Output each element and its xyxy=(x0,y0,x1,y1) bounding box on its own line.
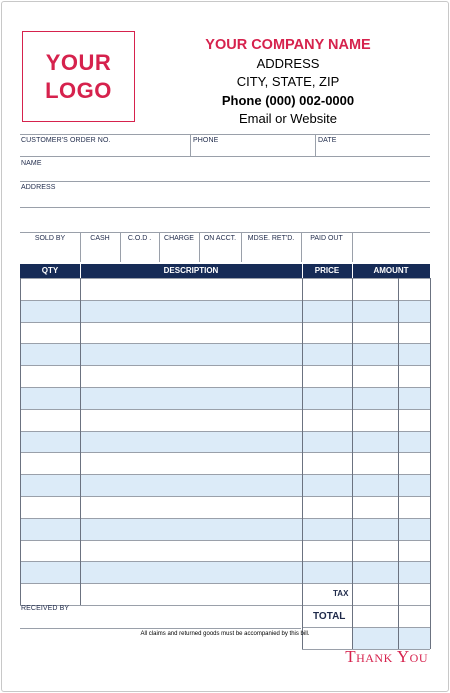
divider-v-phone xyxy=(190,134,191,156)
table-gridline xyxy=(20,518,430,519)
date-label: DATE xyxy=(318,137,337,144)
table-gridline xyxy=(20,387,430,388)
divider-top xyxy=(20,134,430,135)
company-address: ADDRESS xyxy=(256,56,320,71)
claims-note: All claims and returned goods must be accompanied by this bill. xyxy=(140,631,310,637)
sold-by-label: SOLD BY xyxy=(34,235,66,242)
company-phone: Phone (000) 002-0000 xyxy=(221,93,355,108)
qty-header: QTY xyxy=(41,266,59,275)
received-by-line xyxy=(20,628,301,629)
table-row xyxy=(20,452,430,474)
received-by-label: RECEIVED BY xyxy=(21,605,70,612)
table-gridline xyxy=(20,431,430,432)
table-gridline xyxy=(20,561,430,562)
table-column-line xyxy=(398,278,399,649)
total-label: TOTAL xyxy=(313,611,346,622)
table-column-line xyxy=(352,278,353,649)
table-gridline xyxy=(20,496,430,497)
table-row xyxy=(20,431,430,453)
company-city: CITY, STATE, ZIP xyxy=(236,74,340,89)
table-column-line xyxy=(430,278,431,649)
thank-you-text: Thank You xyxy=(345,647,428,666)
company-info xyxy=(150,35,426,128)
table-gridline xyxy=(20,583,430,584)
divider-payment-top xyxy=(20,232,430,233)
table-row xyxy=(20,496,430,518)
company-name: YOUR COMPANY NAME xyxy=(205,37,371,53)
divider-v-date xyxy=(315,134,316,156)
total-gridline xyxy=(302,627,430,628)
divider-name xyxy=(20,156,430,157)
paid-out-label: PAID OUT xyxy=(310,235,343,242)
table-gridline xyxy=(20,540,430,541)
name-label: NAME xyxy=(21,160,42,167)
amount-header: AMOUNT xyxy=(373,266,409,275)
table-column-line xyxy=(20,278,21,605)
table-row xyxy=(20,343,430,365)
table-column-line xyxy=(80,278,81,605)
tax-label: TAX xyxy=(333,589,349,598)
charge-label: CHARGE xyxy=(164,235,194,242)
description-header: DESCRIPTION xyxy=(163,266,219,275)
table-gridline xyxy=(20,605,430,606)
table-row xyxy=(20,365,430,387)
table-column-line xyxy=(302,278,303,649)
price-header: PRICE xyxy=(314,266,340,275)
table-row xyxy=(20,540,430,562)
tax-value-cell xyxy=(352,605,430,627)
cash-label: CASH xyxy=(90,235,110,242)
table-row xyxy=(20,278,430,300)
table-gridline xyxy=(20,452,430,453)
table-row xyxy=(20,474,430,496)
logo-line-2: LOGO xyxy=(45,77,112,103)
divider-address xyxy=(20,181,430,182)
table-row xyxy=(20,387,430,409)
divider-pay-7 xyxy=(352,232,353,262)
table-row xyxy=(20,583,430,605)
on-acct-label: ON ACCT. xyxy=(203,235,237,242)
logo-placeholder xyxy=(22,31,135,122)
table-gridline xyxy=(20,409,430,410)
divider-address-line xyxy=(20,207,430,208)
table-gridline xyxy=(20,322,430,323)
mdse-retd-label: MDSE. RET'D. xyxy=(247,235,295,242)
table-header xyxy=(20,264,430,278)
table-gridline xyxy=(20,343,430,344)
table-gridline xyxy=(20,474,430,475)
table-row xyxy=(20,409,430,431)
company-email: Email or Website xyxy=(238,111,337,126)
table-gridline xyxy=(20,365,430,366)
table-gridline xyxy=(20,300,430,301)
order-no-label: CUSTOMER'S ORDER NO. xyxy=(21,137,111,144)
table-row xyxy=(20,518,430,540)
phone-label: PHONE xyxy=(193,137,219,144)
cod-label: C.O.D . xyxy=(127,235,152,242)
table-row xyxy=(20,322,430,344)
table-row xyxy=(20,561,430,583)
table-row xyxy=(20,300,430,322)
logo-line-1: YOUR xyxy=(45,49,112,75)
address-label: ADDRESS xyxy=(21,184,56,191)
table-gridline xyxy=(20,278,430,279)
